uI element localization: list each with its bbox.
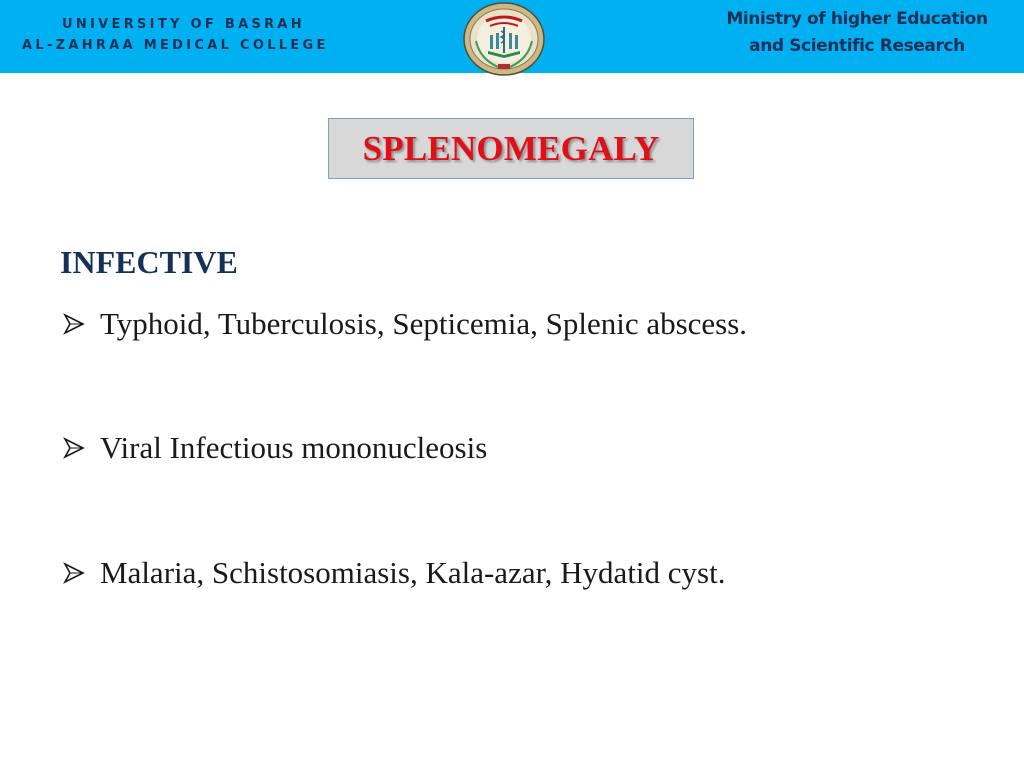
arrow-bullet-icon xyxy=(62,312,86,336)
bullet-item xyxy=(62,306,747,342)
header-bar xyxy=(0,0,1024,73)
university-name xyxy=(22,14,329,56)
ministry-line-1: Ministry of higher Education xyxy=(726,9,988,29)
bullet-text: Typhoid, Tuberculosis, Septicemia, Splenic abscess. xyxy=(100,306,748,341)
university-line-2: AL-ZAHRAA MEDICAL COLLEGE xyxy=(22,38,329,53)
arrow-bullet-icon xyxy=(62,561,86,585)
bullet-item xyxy=(62,430,487,466)
arrow-bullet-icon xyxy=(62,436,86,460)
ministry-name xyxy=(700,6,1014,60)
section-heading: INFECTIVE xyxy=(60,244,238,280)
slide-title: SPLENOMEGALY xyxy=(362,128,660,168)
slide-title-box xyxy=(328,118,694,179)
college-seal-icon xyxy=(458,1,550,77)
bullet-item xyxy=(62,555,725,591)
bullet-text: Viral Infectious mononucleosis xyxy=(100,430,488,465)
university-line-1: UNIVERSITY OF BASRAH xyxy=(62,17,305,32)
ministry-line-2: and Scientific Research xyxy=(749,36,965,56)
bullet-text: Malaria, Schistosomiasis, Kala-azar, Hydatid cyst. xyxy=(100,555,726,590)
